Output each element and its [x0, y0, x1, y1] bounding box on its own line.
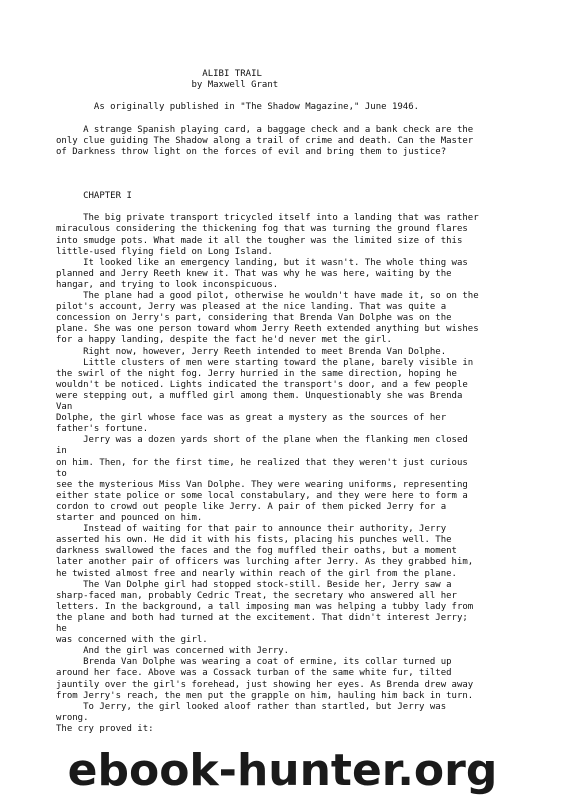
text-line: ALIBI TRAIL	[56, 69, 262, 79]
text-line: of Darkness throw light on the forces of evil and bring them to justice?	[56, 146, 447, 157]
text-line: for a happy landing, despite the fact he'd never met the girl.	[56, 335, 392, 346]
text-line: he	[56, 624, 67, 634]
text-line: Brenda Van Dolphe was wearing a coat of ermine, its collar turned up	[56, 657, 452, 668]
text-line: wrong.	[56, 712, 89, 723]
text-line: CHAPTER I	[56, 191, 132, 202]
text-line: into smudge pots. What made it all the tougher was the limited size of this	[56, 235, 463, 246]
text-line: The cry proved it:	[56, 723, 154, 734]
text-line: by Maxwell Grant	[56, 80, 279, 91]
text-line: was concerned with the girl.	[56, 635, 208, 646]
text-line: the plane and both had turned at the excitement. That didn't interest Jerry;	[56, 612, 468, 623]
text-line: Right now, however, Jerry Reeth intended to meet Brenda Van Dolphe.	[56, 346, 447, 357]
text-line: on him. Then, for the first time, he realized that they weren't just curious	[56, 457, 468, 468]
text-line: pilot's account, Jerry was pleased at the nice landing. That was quite a	[56, 302, 447, 313]
text-line: The big private transport tricycled itself into a landing that was rather	[56, 213, 479, 224]
text-line: asserted his own. He did it with his fists, placing his punches well. The	[56, 535, 452, 546]
text-line: only clue guiding The Shadow along a trail of crime and death. Can the Master	[56, 135, 474, 146]
text-line: father's fortune.	[56, 424, 149, 435]
text-line: Instead of waiting for that pair to announce their authority, Jerry	[56, 524, 447, 535]
text-line: see the mysterious Miss Van Dolphe. They were wearing uniforms, representing	[56, 479, 468, 490]
text-line: Van	[56, 402, 73, 412]
text-line: To Jerry, the girl looked aloof rather than startled, but Jerry was	[56, 701, 447, 712]
text-line: darkness swallowed the faces and the fog muffled their oaths, but a moment	[56, 546, 457, 557]
text-line: Dolphe, the girl whose face was as great a mystery as the sources of her	[56, 413, 447, 424]
text-line: later another pair of officers was lurching after Jerry. As they grabbed him,	[56, 557, 474, 568]
text-line: wouldn't be noticed. Lights indicated the transport's door, and a few people	[56, 379, 468, 390]
text-line: to	[56, 468, 67, 479]
text-line: were stepping out, a muffled girl among them. Unquestionably she was Brenda	[56, 390, 463, 401]
text-line: Jerry was a dozen yards short of the plane when the flanking men closed	[56, 435, 468, 446]
text-line: cordon to crowd out people like Jerry. A pair of them picked Jerry for a	[56, 501, 447, 512]
text-line: he twisted almost free and nearly within reach of the girl from the plane.	[56, 568, 457, 579]
text-line: miraculous considering the thickening fog that was turning the ground flares	[56, 224, 468, 235]
text-line: plane. She was one person toward whom Jerry Reeth extended anything but wishes	[56, 324, 479, 335]
text-line: the swirl of the night fog. Jerry hurried in the same direction, hoping he	[56, 368, 457, 379]
text-line: It looked like an emergency landing, but it wasn't. The whole thing was	[56, 257, 468, 268]
text-line: And the girl was concerned with Jerry.	[56, 646, 289, 657]
text-line: As originally published in "The Shadow Magazine," June 1946.	[56, 102, 420, 113]
text-line: from Jerry's reach, the men put the grapple on him, hauling him back in turn.	[56, 690, 474, 701]
text-line: Little clusters of men were starting toward the plane, barely visible in	[56, 357, 474, 368]
text-line: in	[56, 446, 67, 457]
text-line: The Van Dolphe girl had stopped stock-still. Beside her, Jerry saw a	[56, 579, 452, 590]
text-line: jauntily over the girl's forehead, just showing her eyes. As Brenda drew away	[56, 679, 474, 690]
watermark-logo: ebook-hunter.org	[67, 745, 498, 796]
text-line: little-used flying field on Long Island.	[56, 246, 273, 257]
text-line: concession on Jerry's part, considering that Brenda Van Dolphe was on the	[56, 313, 452, 324]
text-line: A strange Spanish playing card, a baggage check and a bank check are the	[56, 124, 474, 135]
text-line: letters. In the background, a tall imposing man was helping a tubby lady from	[56, 601, 474, 612]
text-line: hangar, and trying to look inconspicuous.	[56, 279, 279, 290]
text-line: The plane had a good pilot, otherwise he wouldn't have made it, so on the	[56, 291, 479, 301]
text-line: planned and Jerry Reeth knew it. That was why he was here, waiting by the	[56, 268, 452, 279]
text-line: starter and pounced on him.	[56, 513, 203, 523]
text-line: either state police or some local constabulary, and they were here to form a	[56, 490, 468, 501]
text-line: around her face. Above was a Cossack turban of the same white fur, tilted	[56, 668, 452, 679]
text-line: sharp-faced man, probably Cedric Treat, the secretary who answered all her	[56, 590, 457, 601]
